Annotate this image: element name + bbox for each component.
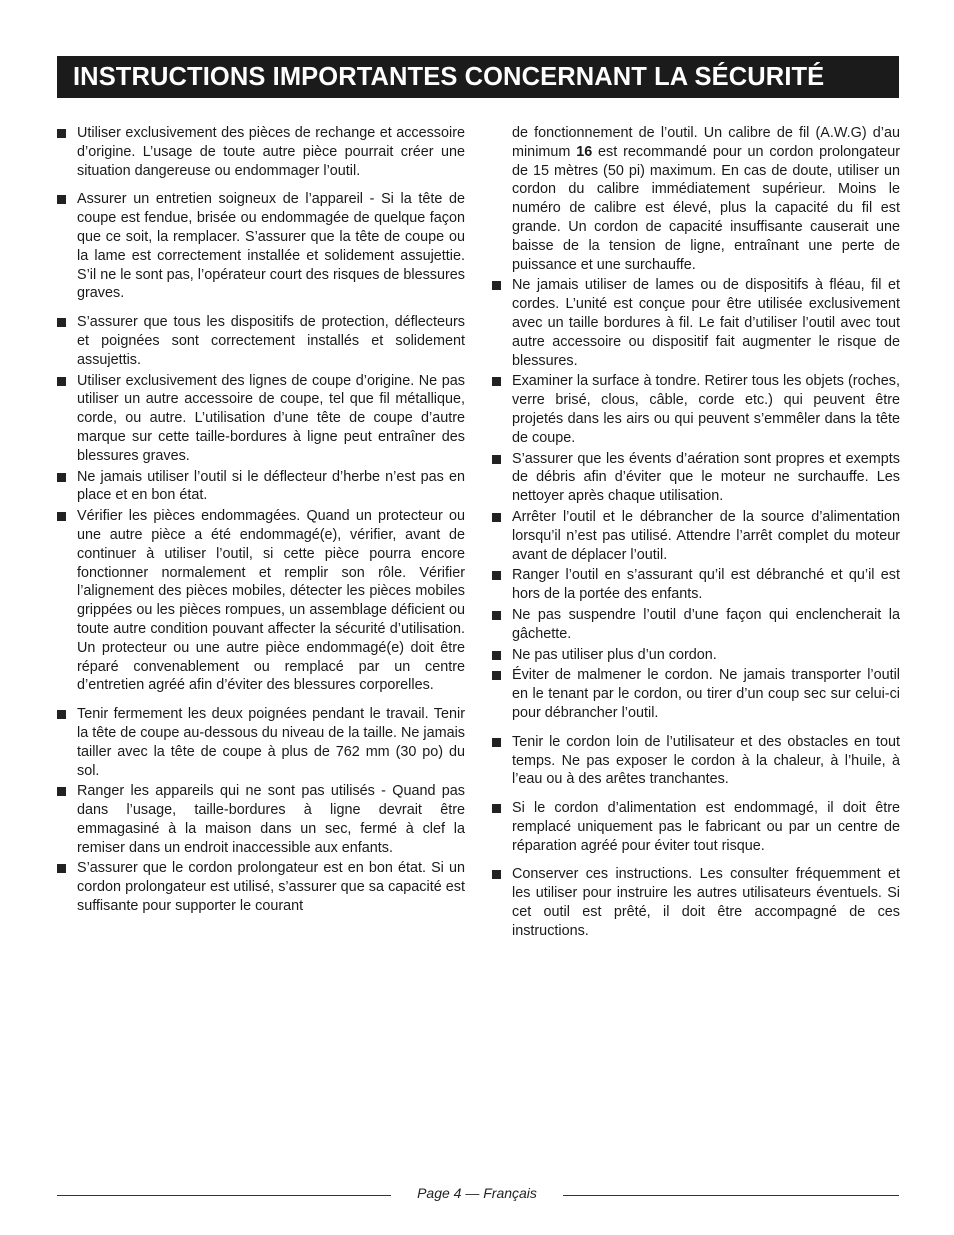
page-title-banner [57,56,899,98]
list-item: S’assurer que le cordon prolongateur est en bon état. Si un cordon prolongateur est utilisé, s’assurer que sa capacité est suffisante pour supporter le courant [55,859,465,915]
list-item: Ne jamais utiliser de lames ou de dispositifs à fléau, fil et cordes. L’unité est conçue pour être utilisée exclusivement avec un taille bordures à fil. Le fait d’utiliser l’outil avec tout autre accessoire ou dispositif fait augmenter le risque de blessures. [490,276,900,370]
left-column [55,124,465,918]
list-item: Ranger l’outil en s’assurant qu’il est débranché et qu’il est hors de la portée des enfants. [490,566,900,604]
continuation-text-start: de fonctionnement de l’outil. Un calibre de fil (A.W.G) d’au minimum [512,125,900,160]
list-item: Si le cordon d’alimentation est endommagé, il doit être remplacé uniquement pas le fabricant ou par un centre de réparation agréé pour éviter tout risque. [490,799,900,855]
list-item: Vérifier les pièces endommagées. Quand un protecteur ou une autre pièce a été endommagé(e), vérifier, avant de continuer à utiliser l’outil, si cette pièce pourra encore fonctionner normalement et remplir son rôle. Vérifier l’alignement des pièces mobiles, détecter les pièces mobiles grippées ou les pièces rompues, un assemblage déficient ou toute autre condition pouvant affecter la sécurité d’utilisation. Un protecteur ou une autre pièce endommagé(e) doit être réparé convenablement ou remplacé par un centre d’entretien agréé afin d’éviter des blessures corporelles. [55,507,465,695]
list-item: S’assurer que les évents d’aération sont propres et exempts de débris afin d’éviter que le moteur ne surchauffe. Les nettoyer après chaque utilisation. [490,450,900,506]
list-item: Ne jamais utiliser l’outil si le déflecteur d’herbe n’est pas en place et en bon état. [55,468,465,506]
list-item: S’assurer que tous les dispositifs de protection, déflecteurs et poignées sont correctement installés et solidement assujettis. [55,313,465,369]
wire-gauge-value: 16 [576,143,593,160]
list-item: Tenir fermement les deux poignées pendant le travail. Tenir la tête de coupe au-dessous du niveau de la taille. Ne jamais tailler avec la tête de coupe à plus de 762 mm (30 po) du sol. [55,705,465,780]
list-item: Éviter de malmener le cordon. Ne jamais transporter l’outil en le tenant par le cordon, ou tirer d’un coup sec sur celui-ci pour débrancher l’outil. [490,666,900,722]
list-item: Assurer un entretien soigneux de l’appareil - Si la tête de coupe est fendue, brisée ou endommagée de quelque façon que ce soit, la remplacer. S’assurer que la tête de coupe ou la lame est correctement installée et solidement assujettie. S’il ne le sont pas, l’opérateur court des risques de blessures graves. [55,190,465,303]
page-footer: Page 4 — Français [417,1185,537,1201]
list-item: Ranger les appareils qui ne sont pas utilisés - Quand pas dans l’usage, taille-bordures à ligne devrait être emmagasiné à la maison dans un sec, fermé à clef la remiser dans un endroit inaccessible aux enfants. [55,782,465,857]
right-safety-list [490,124,900,941]
list-item: Ne pas utiliser plus d’un cordon. [490,646,900,665]
list-item: Utiliser exclusivement des pièces de rechange et accessoire d’origine. L’usage de toute autre pièce pourrait créer une situation dangereuse ou endommager l’outil. [55,124,465,180]
list-item: Arrêter l’outil et le débrancher de la source d’alimentation lorsqu’il n’est pas utilisé. Attendre l’arrêt complet du moteur avant de déplacer l’outil. [490,508,900,564]
list-item: Ne pas suspendre l’outil d’une façon qui enclencherait la gâchette. [490,606,900,644]
list-item: Examiner la surface à tondre. Retirer tous les objets (roches, verre brisé, clous, câble, corde etc.) qui peuvent être projetés dans les airs ou qui peuvent s’emmêler dans la tête de coupe. [490,372,900,447]
left-safety-list [55,124,465,916]
continuation-text-end: est recommandé pour un cordon prolongateur de 15 mètres (50 pi) maximum. En cas de doute, utiliser un cordon du calibre immédiatement supérieur. Moins le numéro de calibre est élevé, plus la capacité du fil est grande. Un cordon de capacité insuffisante causerait une baisse de la tension de ligne, entraînant une perte de puissance et une surchauffe. [512,143,900,273]
list-item-continuation [490,124,900,274]
page-title: INSTRUCTIONS IMPORTANTES CONCERNANT LA SÉCURITÉ [73,62,825,91]
list-item: Tenir le cordon loin de l’utilisateur et des obstacles en tout temps. Ne pas exposer le cordon à la chaleur, à l’huile, à l’eau ou à des arêtes tranchantes. [490,733,900,789]
list-item: Utiliser exclusivement des lignes de coupe d’origine. Ne pas utiliser un autre accessoire de coupe, tel que fil métallique, corde, ou autre. L’utilisation d’une tête de coupe d’autre marque sur cette taille-bordures à ligne peut entraîner des blessures graves. [55,372,465,466]
list-item: Conserver ces instructions. Les consulter fréquemment et les utiliser pour instruire les autres utilisateurs éventuels. Si cet outil est prêté, il doit être accompagné de ces instructions. [490,865,900,940]
right-column [490,124,900,943]
